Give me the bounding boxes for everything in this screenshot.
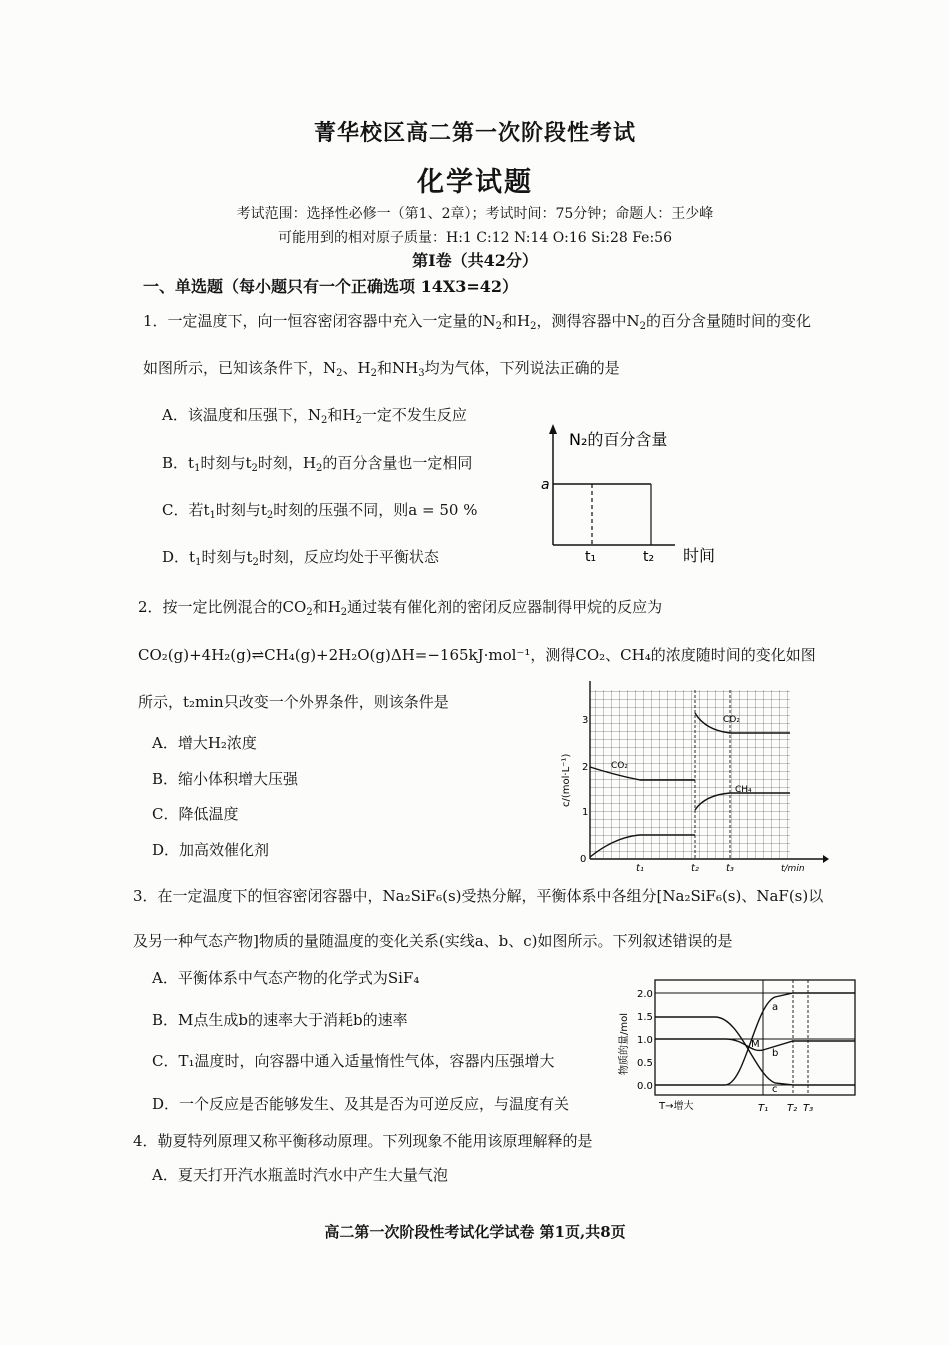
- q3-stem: 3．在一定温度下的恒容密闭容器中，Na₂SiF₆(s)受热分解，平衡体系中各组分[Na₂SiF₆(s)、NaF(s)以: [133, 887, 824, 905]
- q3-option-c: C．T₁温度时，向容器中通入适量惰性气体，容器内压强增大: [152, 1052, 555, 1070]
- q3-tick-10: 1.0: [637, 1035, 653, 1046]
- q3-label-M: M: [751, 1039, 760, 1050]
- q1-y-arrow: [549, 424, 557, 434]
- q1-option-a: A．该温度和压强下，$N_2$和$H_2$一定不发生反应: [162, 406, 467, 426]
- q4-stem: 4．勒夏特列原理又称平衡移动原理。下列现象不能用该原理解释的是: [133, 1132, 593, 1150]
- q2-figure: [555, 675, 830, 875]
- q1-option-b: B．$t_1$时刻与$t_2$时刻，$H_2$的百分含量也一定相同: [162, 454, 473, 474]
- q1-figure: [535, 420, 735, 575]
- q3-tick-05: 0.5: [637, 1058, 653, 1069]
- page-footer: 高二第一次阶段性考试化学试卷 第1页,共8页: [324, 1223, 626, 1241]
- q3-chart-ylabel: 物质的量/mol: [619, 1012, 630, 1075]
- q1-chart-t2: t₂: [643, 549, 655, 565]
- q2-label-ch4: CH₄: [735, 785, 752, 795]
- q2-stem: 2．按一定比例混合的$CO_2$和$H_2$通过装有催化剂的密闭反应器制得甲烷的反应为: [138, 598, 663, 618]
- q2-tick-t1: t₁: [636, 863, 644, 874]
- q3-tick-T3: T₃: [803, 1103, 814, 1114]
- q3-tick-20: 2.0: [637, 989, 653, 1000]
- q2-option-c: C．降低温度: [152, 805, 239, 823]
- q1-chart-a: a: [541, 477, 550, 493]
- q3-tick-15: 1.5: [637, 1012, 653, 1023]
- q3-option-b: B．M点生成b的速率大于消耗b的速率: [152, 1011, 408, 1029]
- q2-grid: [590, 690, 790, 858]
- q2-x-arrow: [823, 855, 829, 863]
- volume-heading: 第Ⅰ卷（共42分）: [412, 251, 538, 270]
- q2-tick-t2: t₂: [691, 863, 699, 874]
- q2-tick-2: 2: [582, 762, 589, 773]
- q4-option-a: A．夏天打开汽水瓶盖时汽水中产生大量气泡: [152, 1166, 448, 1184]
- exam-title: 菁华校区高二第一次阶段性考试: [313, 120, 636, 146]
- q3-tick-T2: T₂: [787, 1103, 798, 1114]
- q3-label-a: a: [772, 1002, 779, 1013]
- q2-chart-ylabel: c/(mol·L⁻¹): [561, 753, 572, 807]
- q2-tick-3: 3: [582, 715, 589, 726]
- q3-tick-00: 0.0: [637, 1081, 653, 1092]
- q3-curve-c: [655, 1017, 855, 1085]
- q2-option-d: D．加高效催化剂: [152, 841, 270, 859]
- q2-option-a: A．增大H₂浓度: [152, 734, 257, 752]
- q2-tick-1: 1: [582, 807, 589, 818]
- q1-chart-xlabel: 时间: [683, 546, 716, 565]
- q1-stem-line2: 如图所示，已知该条件下，$N_2$、$H_2$和$NH_3$均为气体，下列说法正确的是: [143, 359, 620, 379]
- q3-tick-T1: T₁: [758, 1103, 769, 1114]
- q3-option-a: A．平衡体系中气态产物的化学式为SiF₄: [152, 969, 420, 987]
- q1-option-c: C．若$t_1$时刻与$t_2$时刻的压强不同，则a = 50 %: [162, 501, 478, 521]
- atomic-mass-info: 可能用到的相对原子质量：H:1 C:12 N:14 O:16 Si:28 Fe:56: [278, 230, 672, 246]
- q2-label-co2-top: CO₂: [723, 715, 740, 725]
- q3-plot-frame: [655, 980, 855, 1095]
- q1-stem: 1．一定温度下，向一恒容密闭容器中充入一定量的$N_2$和$H_2$，测得容器中$N_2$的百分含量随时间的变化: [143, 312, 812, 332]
- q2-label-co2: CO₂: [611, 761, 628, 771]
- subject-title: 化学试题: [417, 167, 533, 198]
- q1-chart-ylabel: N₂的百分含量: [569, 430, 668, 449]
- q3-option-d: D．一个反应是否能够发生、及其是否为可逆反应，与温度有关: [152, 1095, 570, 1113]
- q3-label-b: b: [772, 1048, 779, 1059]
- q3-stem-line2: 及另一种气态产物]物质的量随温度的变化关系(实线a、b、c)如图所示。下列叙述错误的是: [133, 932, 733, 950]
- q2-stem-line3: 所示，t₂min只改变一个外界条件，则该条件是: [138, 693, 449, 711]
- section-heading: 一、单选题（每小题只有一个正确选项 14X3=42）: [143, 277, 519, 296]
- q1-option-d: D．$t_1$时刻与$t_2$时刻，反应均处于平衡状态: [162, 548, 439, 568]
- q2-chart-xlabel: t/min: [781, 864, 805, 874]
- q3-chart-xlabel: T→增大: [659, 1101, 694, 1112]
- q3-label-c: c: [772, 1084, 778, 1095]
- exam-range-info: 考试范围：选择性必修一（第1、2章）；考试时间：75分钟；命题人：王少峰: [236, 206, 714, 222]
- q1-chart-t1: t₁: [585, 549, 597, 565]
- q2-equation: CO₂(g)+4H₂(g)⇌CH₄(g)+2H₂O(g)ΔH=−165kJ·mol⁻¹，测得CO₂、CH₄的浓度随时间的变化如图: [138, 646, 816, 664]
- q2-tick-t3: t₃: [726, 863, 734, 874]
- q3-figure: [615, 975, 860, 1120]
- q2-tick-0: 0: [580, 854, 587, 865]
- q2-option-b: B．缩小体积增大压强: [152, 770, 299, 788]
